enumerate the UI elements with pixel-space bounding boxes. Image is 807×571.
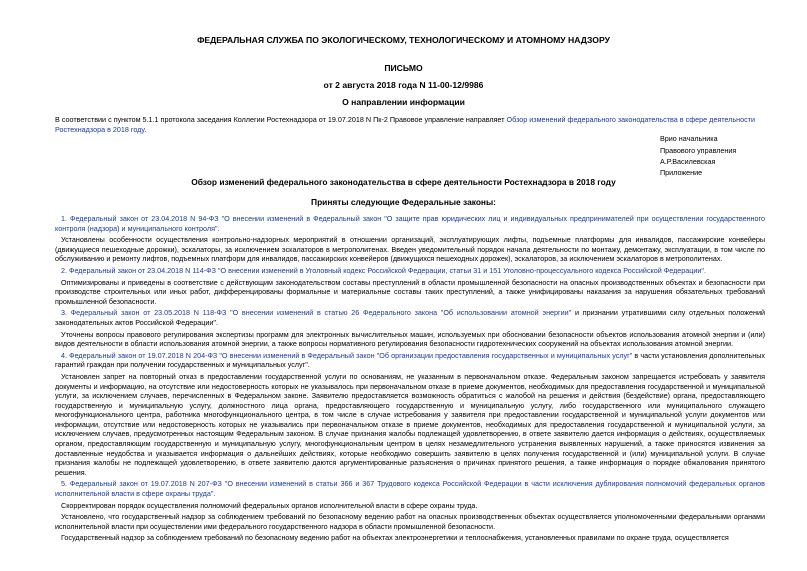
review-subtitle: Приняты следующие Федеральные законы: bbox=[311, 197, 496, 207]
intro-review-link[interactable]: Обзор изменений федерального законодательства в сфере деятельности Ростехнадзора в 2018 году bbox=[55, 115, 755, 134]
law-item-2-summary: Оптимизированы и приведены в соответствие с действующим законодательством составы преступлений в области промышленной безопасности на опасных производственных объектах и безопасности при производстве строительных или иных работ, дифференцированы формальные и материальные составы таких преступлений, а также унифицированы наказания за нарушения обязательных требований промышленной безопасности. bbox=[55, 277, 765, 306]
law-item-4-link[interactable]: 4. Федеральный закон от 19.07.2018 N 204-ФЗ "О внесении изменений в Федеральный закон "Об организации предоставления государственных и муниципальных услуг" bbox=[61, 350, 633, 360]
law-item-3-rest: и признании утратившими силу отдельных положений законодательных актов Российской Федерации". bbox=[55, 308, 765, 327]
signature-name: А.Р.Василевская bbox=[660, 157, 716, 166]
review-body bbox=[55, 214, 765, 545]
law-item-3[interactable] bbox=[55, 308, 765, 327]
intro-end: . bbox=[144, 124, 147, 134]
signature-position: Врио начальника bbox=[660, 134, 718, 143]
law-item-2[interactable]: 2. Федеральный закон от 23.04.2018 N 114-ФЗ "О внесении изменений в Уголовный кодекс Российской Федерации, статьи 31 и 151 Уголовно-процессуального кодекса Российской Федерации". bbox=[61, 265, 706, 275]
intro-text: В соответствии с пунктом 5.1.1 протокола заседания Коллегии Ростехнадзора от 19.07.2018 N Пк-2 Правовое управление направляет bbox=[55, 115, 507, 124]
law-item-5[interactable]: 5. Федеральный закон от 19.07.2018 N 207-ФЗ "О внесении изменений в статьи 366 и 367 Трудового кодекса Российской Федерации в части исключения дублирования полномочий федеральных органов исполнительной власти в сфере охраны труда". bbox=[55, 479, 765, 499]
law-item-3-link[interactable]: 3. Федеральный закон от 23.05.2018 N 118-ФЗ "О внесении изменений в статью 26 Федерального закона "Об использовании атомной энергии" bbox=[61, 308, 572, 318]
law-item-1-summary: Установлены особенности осуществления контрольно-надзорных мероприятий в отношении организаций, эксплуатирующих лифты, подъемные платформы для инвалидов, пассажирские конвейеры (движущиеся пешеходные дорожки), эскалаторы, за исключением эскалаторов в метрополитенах. Введен уведомительный порядок начала деятельности по монтажу, демонтажу, эксплуатации, в том числе по обслуживанию и ремонту лифтов, подъемных платформ для инвалидов, пассажирских конвейеров (движущихся пешеходных дорожек), эскалаторов, за исключением эскалаторов в метрополитенах. bbox=[55, 235, 765, 264]
agency-heading: ФЕДЕРАЛЬНАЯ СЛУЖБА ПО ЭКОЛОГИЧЕСКОМУ, ТЕХНОЛОГИЧЕСКОМУ И АТОМНОМУ НАДЗОРУ bbox=[197, 35, 610, 45]
subject-heading: О направлении информации bbox=[342, 97, 465, 107]
law-item-4[interactable] bbox=[55, 351, 765, 370]
law-item-5-summary-1: Скорректирован порядок осуществления полномочий федеральных органов исполнительной власти в сфере охраны труда. bbox=[61, 500, 478, 510]
law-item-1[interactable]: 1. Федеральный закон от 23.04.2018 N 94-ФЗ "О внесении изменений в Федеральный закон "О защите прав юридических лиц и индивидуальных предпринимателей при осуществлении государственного контроля (надзора) и муниципального контроля". bbox=[55, 214, 765, 233]
doc-type-heading: ПИСЬМО bbox=[384, 63, 423, 73]
law-item-5-summary-2: Установлено, что государственный надзор за соблюдением требований по безопасному ведению работ на опасных производственных объектах осуществляется уполномоченными федеральными органами исполнительной власти при осуществлении ими федерального государственного надзора в области промышленной безопасности. bbox=[55, 512, 765, 531]
law-item-5-summary-3: Государственный надзор за соблюдением требований по безопасному ведению работ на объектах электроэнергетики и теплоснабжения, установленных правилами по охране труда, осуществляется bbox=[61, 533, 729, 543]
attachment-label: Приложение bbox=[660, 168, 703, 177]
intro-paragraph bbox=[55, 115, 755, 134]
review-title: Обзор изменений федерального законодательства в сфере деятельности Ростехнадзора в 2018 году bbox=[191, 177, 616, 187]
law-item-3-summary: Уточнены вопросы правового регулирования экспертизы программ для электронных вычислительных машин, используемых при обосновании безопасности объектов использования атомной энергии и (или) видов деятельности в области использования атомной энергии, а также вопросы нормативного регулирования безопасности гидротехнических сооружений на объектах использования атомной энергии. bbox=[55, 329, 765, 349]
date-number-heading: от 2 августа 2018 года N 11-00-12/9986 bbox=[323, 80, 484, 90]
law-item-4-summary: Установлен запрет на повторный отказ в предоставлении государственной услуги по основаниям, не указанным в первоначальном отказе. Федеральным законом запрещается истребовать у заявителя документы и информацию, на отсутствие или недостоверность которых не указывалось при первоначальном отказе в приеме документов, необходимых для предоставления государственной и муниципальной услуги, за исключением случаев, перечисленных в Федеральном законе. Заявителю предоставляется возможность обратиться с жалобой на решения и действия (бездействие) органа, предоставляющего государственную и муниципальную услугу, должностного лица органа, предоставляющего государственную и муниципальную услугу, либо государственного или муниципального служащего многофункционального центра, работника многофункционального центра, в том числе в случае истребования у заявителя при предоставлении государственной и муниципальной услуги документов или информации, отсутствие или недостоверность которых не указывались при первоначальном отказе в приеме документов, необходимых для предоставления государственной и муниципальной услуги, за исключением случаев, предусмотренных настоящим Федеральным законом. В случае признания жалобы подлежащей удовлетворению, в ответе заявителю дается информация о действиях, осуществляемых органом, предоставляющим государственную и муниципальную услугу, многофункциональным центром в целях незамедлительного устранения выявленных нарушений, а также приносятся извинения за доставленные неудобства и указывается информация о дальнейших действиях, которые необходимо совершить заявителю в целях получения государственной и (или) муниципальной услуги. В случае признания жалобы не подлежащей удовлетворению, в ответе заявителю даются аргументированные разъяснения о причинах принятого решения, а также информация о порядке обжалования принятого решения. bbox=[55, 371, 765, 477]
law-item-4-rest: в части установления дополнительных гарантий граждан при получении государственных и муниципальных услуг". bbox=[55, 350, 765, 370]
signature-department: Правового управления bbox=[660, 146, 737, 155]
